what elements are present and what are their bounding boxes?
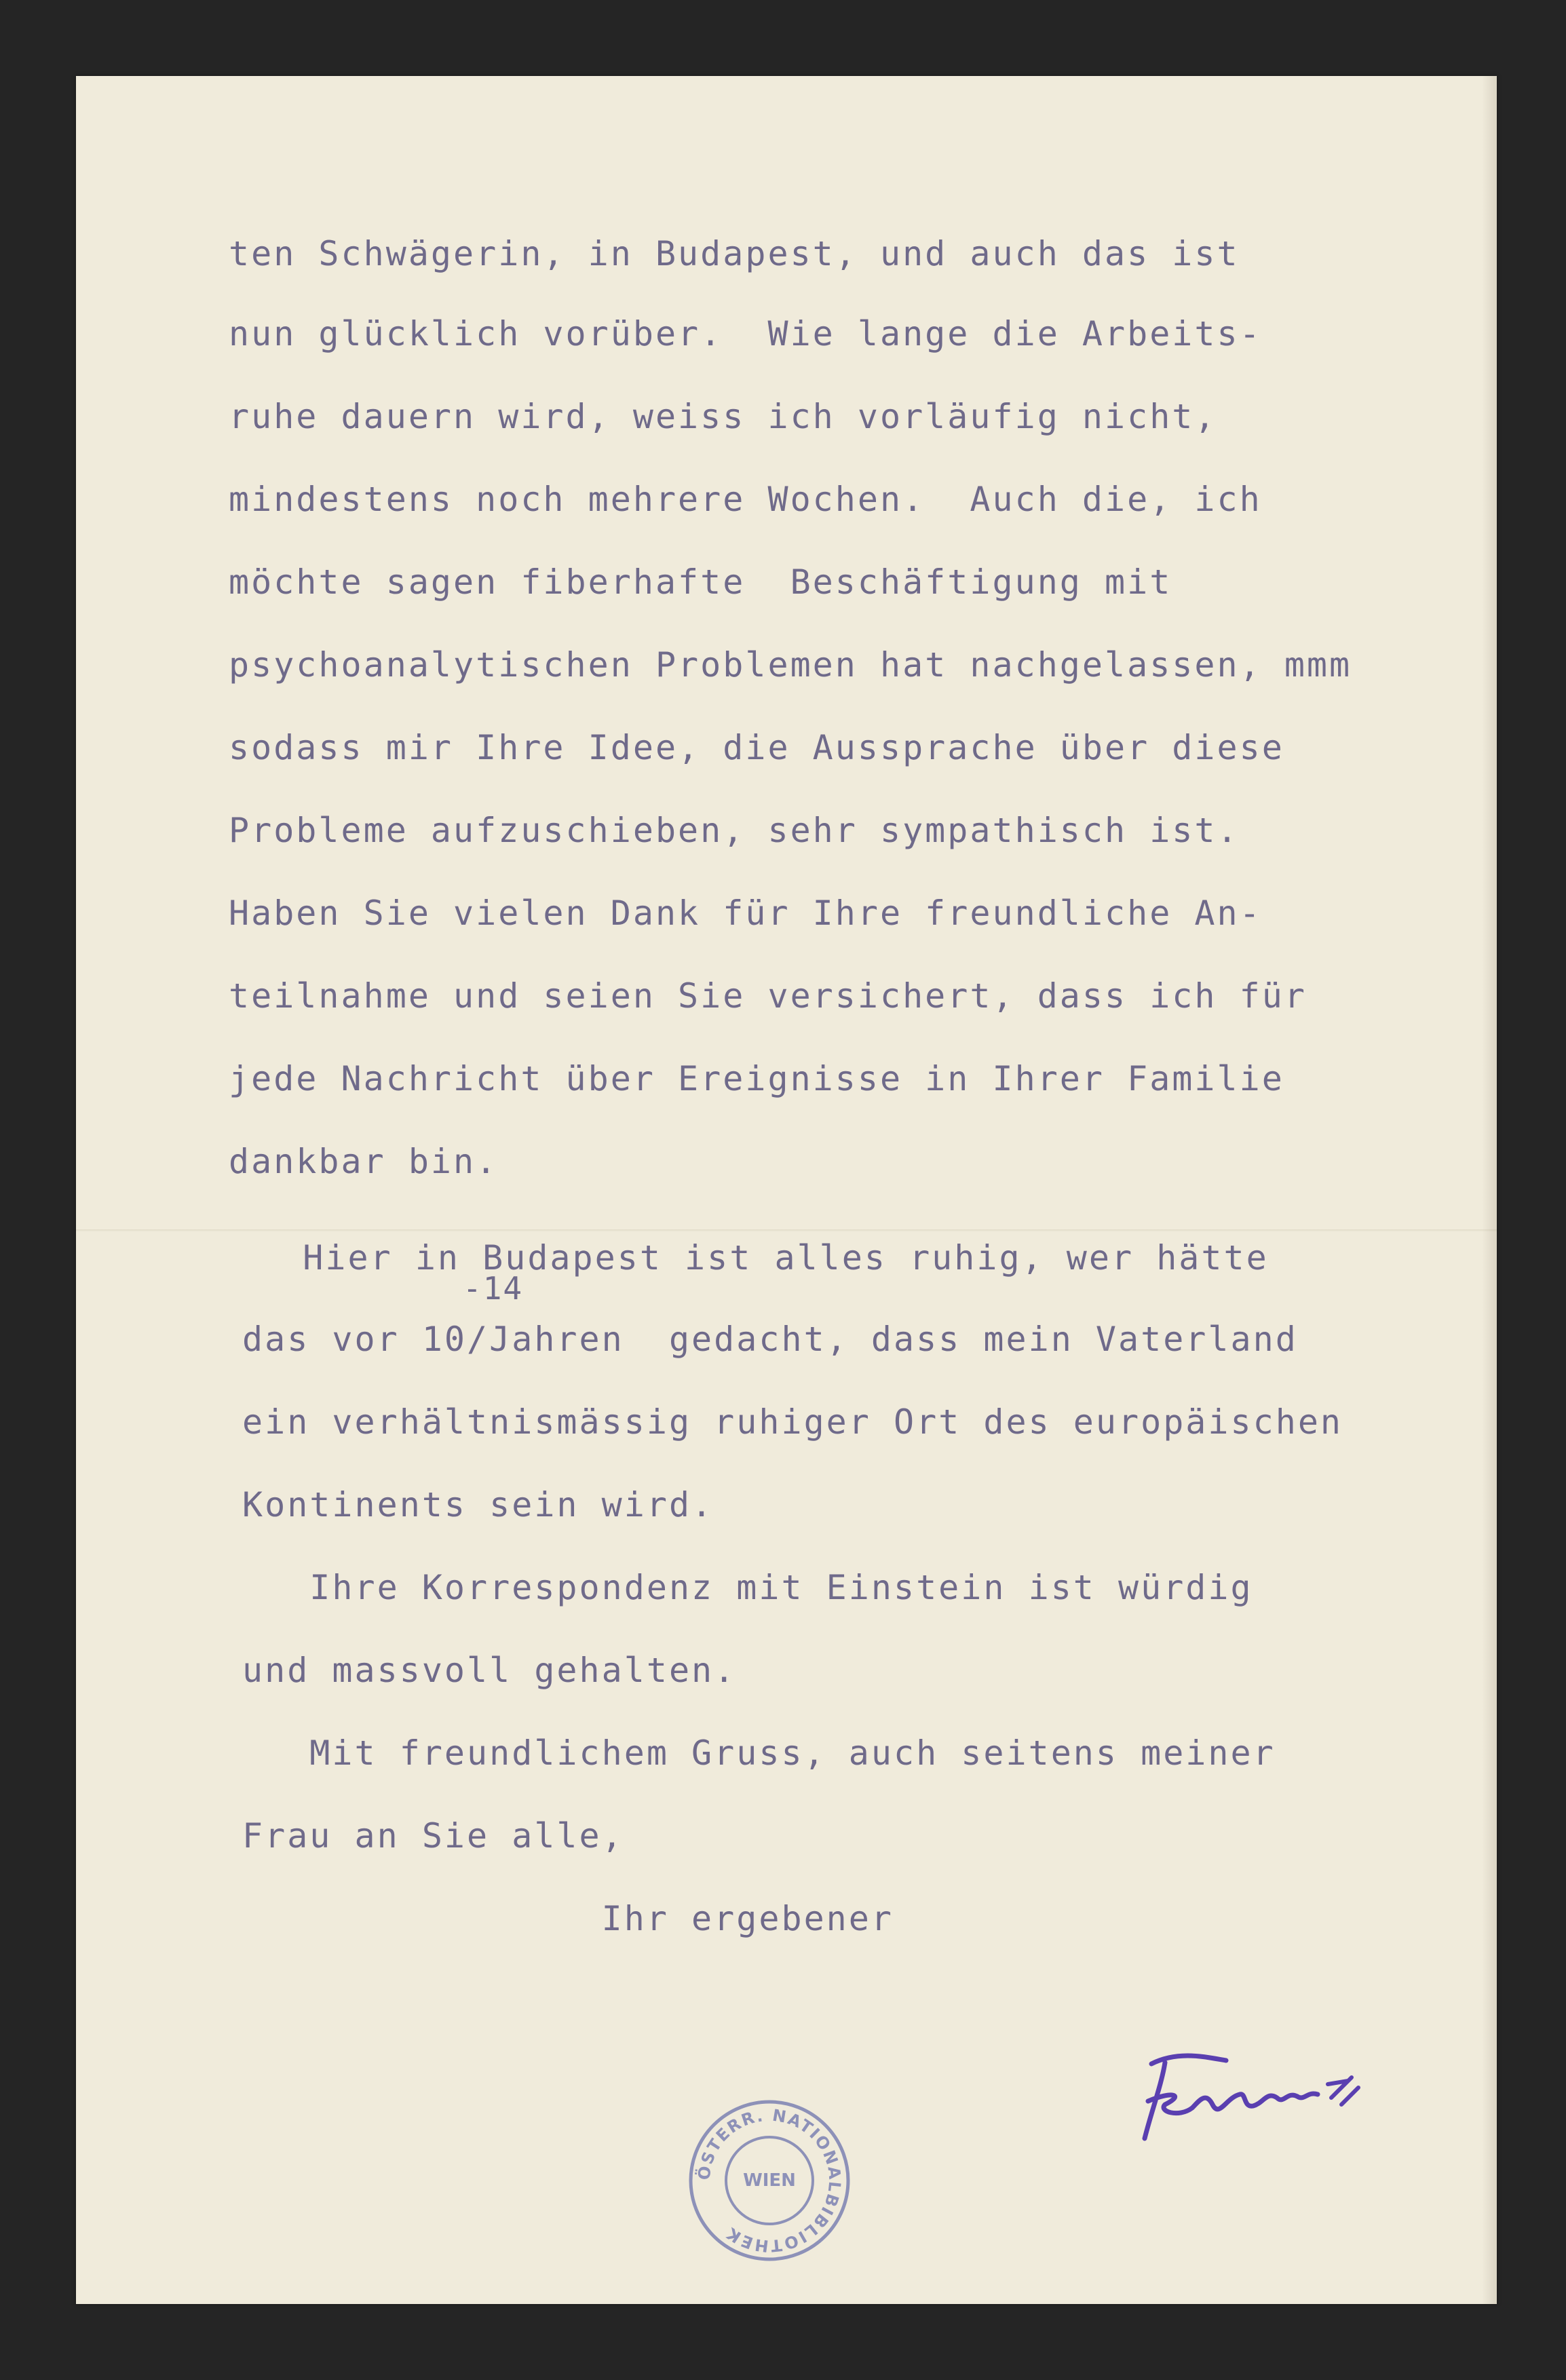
svg-text:WIEN: WIEN	[743, 2170, 796, 2191]
letter-line: Probleme aufzuschieben, sehr sympathisch ist.	[229, 811, 1240, 850]
letter-line: Kontinents sein wird.	[242, 1485, 714, 1524]
letter-line: dankbar bin.	[229, 1142, 499, 1181]
letter-line: Frau an Sie alle,	[242, 1816, 624, 1856]
svg-text:ÖSTERR. NATIONALBIBLIOTHEK: ÖSTERR. NATIONALBIBLIOTHEK	[694, 2105, 845, 2256]
letter-line: Mit freundlichem Gruss, auch seitens meiner	[242, 1733, 1276, 1773]
signature	[1124, 2043, 1382, 2145]
handwritten-correction: -14	[463, 1270, 524, 1307]
letter-line: ein verhältnismässig ruhiger Ort des europäischen	[242, 1402, 1343, 1442]
letter-line: nun glücklich vorüber. Wie lange die Arbeits-	[229, 314, 1262, 353]
letter-line: ten Schwägerin, in Budapest, und auch das ist	[229, 234, 1240, 273]
letter-line: das vor 10/Jahren gedacht, dass mein Vaterland	[242, 1320, 1298, 1359]
letter-line: jede Nachricht über Ereignisse in Ihrer Familie	[229, 1059, 1284, 1098]
letter-line: Hier in Budapest ist alles ruhig, wer hätte	[235, 1238, 1269, 1278]
letter-line: sodass mir Ihre Idee, die Aussprache über diese	[229, 728, 1284, 767]
letter-line: ruhe dauern wird, weiss ich vorläufig nicht,	[229, 397, 1217, 436]
letter-line: psychoanalytischen Problemen hat nachgelassen, mmm	[229, 645, 1352, 685]
letter-line: und massvoll gehalten.	[242, 1651, 737, 1690]
letter-line: Haben Sie vielen Dank für Ihre freundliche An-	[229, 894, 1262, 933]
letter-line: teilnahme und seien Sie versichert, dass ich für	[229, 976, 1307, 1016]
letter-line: mindestens noch mehrere Wochen. Auch die, ich	[229, 480, 1262, 519]
letter-line: Ihre Korrespondenz mit Einstein ist würdig	[242, 1568, 1253, 1607]
library-stamp	[687, 2098, 852, 2263]
letter-line: Ihr ergebener	[242, 1899, 894, 1938]
letter-page	[76, 76, 1497, 2304]
letter-body	[76, 76, 1497, 2304]
letter-line: möchte sagen fiberhafte Beschäftigung mit	[229, 562, 1172, 602]
